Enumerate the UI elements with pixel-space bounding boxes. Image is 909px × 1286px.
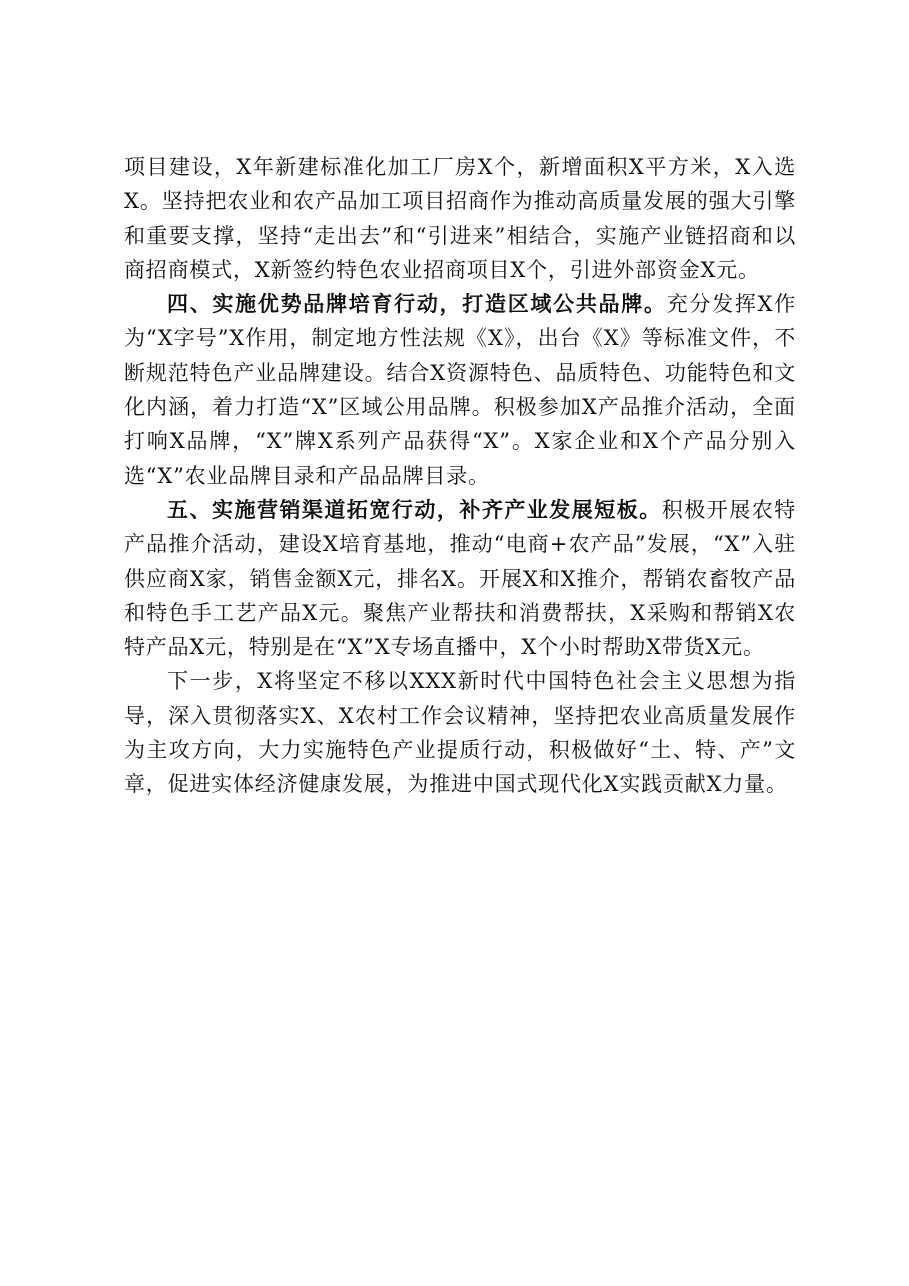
paragraph-marketing-channels [124,493,796,664]
paragraph-continuation [124,150,796,287]
paragraph-text: 下一步，X将坚定不移以XXX新时代中国特色社会主义思想为指导，深入贯彻落实X、X农村工作会议精神，坚持把农业高质量发展作为主攻方向，大力实施特色产业提质行动，积极做好“土、特、产”文章，促进实体经济健康发展，为推进中国式现代化X实践贡献X力量。 [124,669,796,797]
paragraph-text: 项目建设，X年新建标准化加工厂房X个，新增面积X平方米，X入选X。坚持把农业和农产品加工项目招商作为推动高质量发展的强大引擎和重要支撑，坚持“走出去”和“引进来”相结合，实施产业链招商和以商招商模式，X新签约特色农业招商项目X个，引进外部资金X元。 [124,155,796,282]
paragraph-text: 充分发挥X作为“X字号”X作用，制定地方性法规《X》，出台《X》等标准文件，不断规范特色产业品牌建设。结合X资源特色、品质特色、功能特色和文化内涵，着力打造“X”区域公用品牌。积极参加X产品推介活动，全面打响X品牌，“X”牌X系列产品获得“X”。X家企业和X个产品分别入选“X”农业品牌目录和产品品牌目录。 [124,292,797,488]
section-heading-five: 五、实施营销渠道拓宽行动，补齐产业发展短板。 [167,497,662,522]
paragraph-brand-cultivation [124,287,796,493]
document-body [124,150,796,802]
section-heading-four: 四、实施优势品牌培育行动，打造区域公共品牌。 [167,292,667,317]
paragraph-next-steps [124,664,796,801]
paragraph-text: 积极开展农特产品推介活动，建设X培育基地，推动“电商+农产品”发展，“X”入驻供应商X家，销售金额X元，排名X。开展X和X推介，帮销农畜牧产品和特色手工艺产品X元。聚焦产业帮扶和消费帮扶，X采购和帮销X农特产品X元，特别是在“X”X专场直播中，X个小时帮助X带货X元。 [124,497,796,660]
